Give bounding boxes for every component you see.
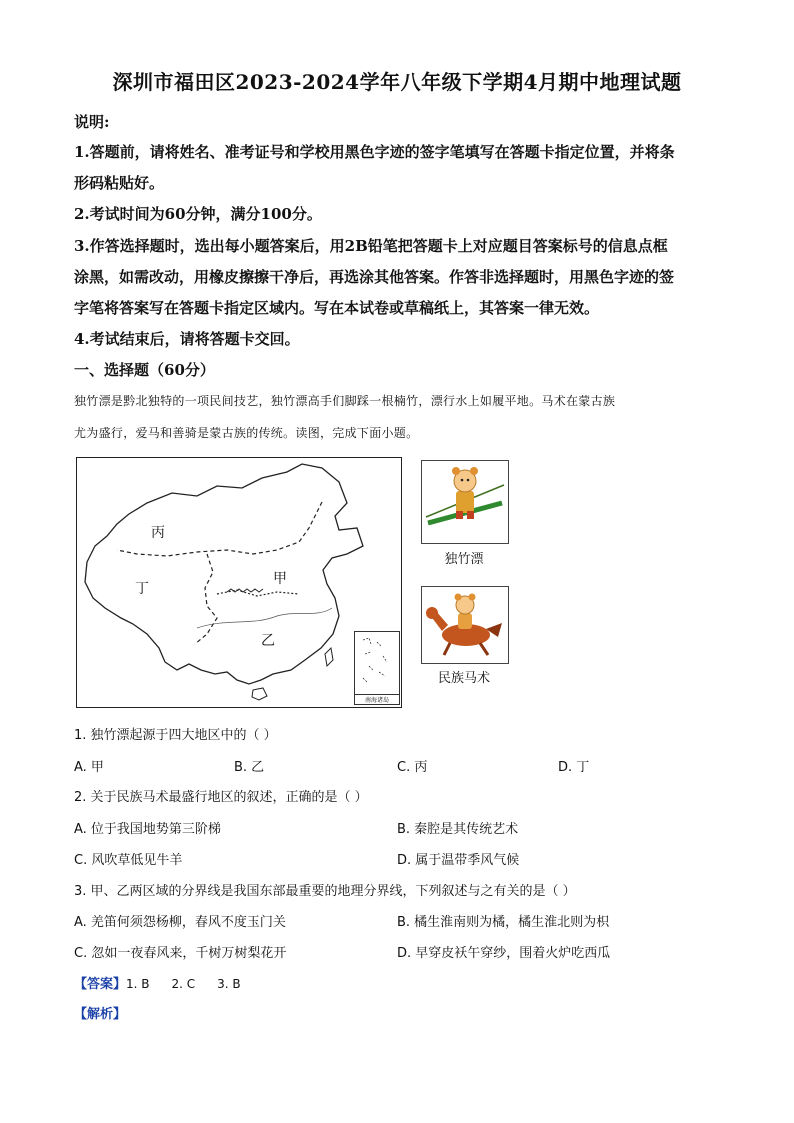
instruction-line-1: 1.答题前，请将姓名、准考证号和学校用黑色字迹的签字笔填写在答题卡指定位置，并将条 — [74, 143, 675, 161]
region-label-yi: 乙 — [261, 633, 275, 649]
question-3-option-d: D. 早穿皮袄午穿纱，围着火炉吃西瓜 — [397, 946, 611, 961]
instructions-heading: 说明: — [74, 113, 110, 131]
instruction-line-5: 涂黑，如需改动，用橡皮擦擦干净后，再选涂其他答案。作答非选择题时，用黑色字迹的签 — [74, 268, 675, 286]
question-3-option-b: B. 橘生淮南则为橘，橘生淮北则为枳 — [397, 915, 610, 930]
north-northwest-boundary — [117, 502, 322, 556]
region-label-jia: 甲 — [273, 571, 287, 587]
question-2-option-a: A. 位于我国地势第三阶梯 — [74, 822, 221, 837]
horse-riding-picture — [421, 586, 509, 664]
south-china-sea-inset — [354, 631, 400, 705]
question-2-stem: 2. 关于民族马术最盛行地区的叙述，正确的是（ ） — [74, 790, 368, 805]
qinghai-tibet-boundary — [195, 554, 217, 644]
instruction-line-4: 3.作答选择题时，选出每小题答案后，用2B铅笔把答题卡上对应题目答案标号的信息点框 — [74, 237, 668, 255]
question-2-option-c: C. 风吹草低见牛羊 — [74, 853, 183, 868]
answer-line — [74, 973, 263, 992]
region-label-ding: 丁 — [135, 581, 149, 597]
section-heading: 一、选择题（60分） — [74, 361, 215, 379]
answer-2: 2. C — [171, 977, 196, 991]
china-map — [76, 457, 402, 708]
question-1-option-d: D. 丁 — [558, 760, 590, 775]
instruction-line-7: 4.考试结束后，请将答题卡交回。 — [74, 330, 300, 348]
question-3-option-a: A. 羌笛何须怨杨柳，春风不度玉门关 — [74, 915, 286, 930]
caption-bamboo-rafting: 独竹漂 — [444, 552, 484, 567]
question-3-stem: 3. 甲、乙两区域的分界线是我国东部最重要的地理分界线，下列叙述与之有关的是（ ） — [74, 884, 576, 899]
question-1-stem: 1. 独竹漂起源于四大地区中的（ ） — [74, 728, 277, 743]
question-2-option-b: B. 秦腔是其传统艺术 — [397, 822, 519, 837]
qinling-zigzag — [227, 589, 263, 592]
inset-label: 南海诸岛 — [355, 694, 399, 704]
taiwan-island — [325, 648, 333, 666]
answer-1: 1. B — [126, 977, 150, 991]
bamboo-rafting-illustration — [422, 461, 508, 543]
instruction-line-3: 2.考试时间为60分钟，满分100分。 — [74, 205, 322, 223]
answer-label: 【答案】 — [74, 977, 127, 992]
question-1-option-c: C. 丙 — [397, 760, 428, 775]
horse-riding-illustration — [422, 587, 508, 663]
analysis-label: 【解析】 — [74, 1007, 127, 1022]
answer-3: 3. B — [217, 977, 241, 991]
hainan-island — [252, 688, 267, 700]
intro-line-1: 独竹漂是黔北独特的一项民间技艺，独竹漂高手们脚踩一根楠竹，漂行水上如履平地。马术在蒙古族 — [74, 394, 616, 408]
china-outline-map — [77, 458, 401, 707]
instruction-line-6: 字笔将答案写在答题卡指定区域内。写在本试卷或草稿纸上，其答案一律无效。 — [74, 299, 600, 317]
china-border — [85, 464, 363, 684]
bamboo-rafting-picture — [421, 460, 509, 544]
question-2-option-d: D. 属于温带季风气候 — [397, 853, 520, 868]
inset-islands — [355, 632, 399, 692]
question-1-option-b: B. 乙 — [234, 760, 265, 775]
question-3-option-c: C. 忽如一夜春风来，千树万树梨花开 — [74, 946, 287, 961]
intro-line-2: 尤为盛行，爱马和善骑是蒙古族的传统。读图，完成下面小题。 — [74, 426, 419, 440]
instruction-line-2: 形码粘贴好。 — [74, 174, 165, 192]
page-title: 深圳市福田区2023-2024学年八年级下学期4月期中地理试题 — [112, 70, 682, 94]
caption-horse-riding: 民族马术 — [437, 671, 490, 686]
region-label-bing: 丙 — [151, 525, 165, 541]
question-1-option-a: A. 甲 — [74, 760, 104, 775]
